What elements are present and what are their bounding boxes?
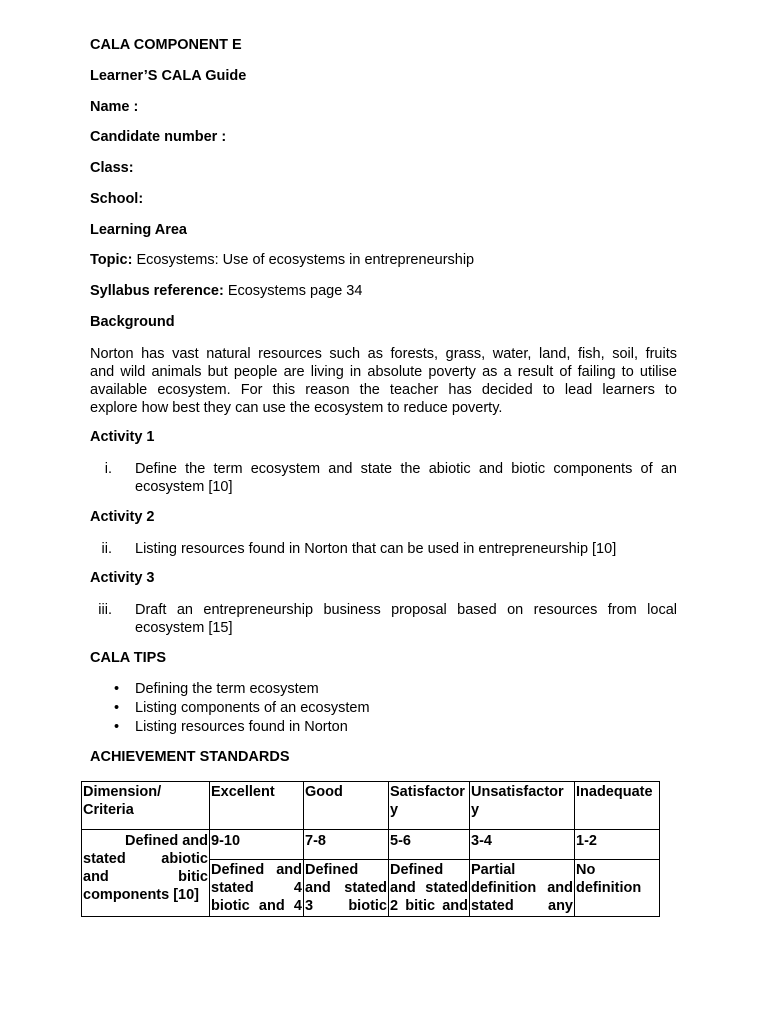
background-heading: Background [90,314,175,330]
activity-2-number: ii. [101,541,112,557]
background-paragraph [90,345,677,417]
syllabus-label: Syllabus reference: [90,283,224,299]
activity-1-heading: Activity 1 [90,429,155,445]
score-cell: 9-10 [210,830,304,860]
bullet-icon: • [114,681,120,697]
bullet-icon: • [114,719,120,735]
class-label: Class: [90,160,134,176]
description-cell: Defined and stated 4 biotic and 4 [210,860,304,917]
criteria-cell: Defined and stated abiotic and bitic components [10] [82,830,210,917]
description-cell: No definition [575,860,660,917]
activity-3-text [135,601,677,637]
achievement-standards-table [81,781,660,917]
header-satisfactory: Satisfactor y [389,782,470,830]
header-good: Good [304,782,389,830]
header-excellent: Excellent [210,782,304,830]
topic-line [90,252,474,268]
syllabus-value: Ecosystems page 34 [223,283,363,299]
description-cell: Defined and stated 3 biotic [304,860,389,917]
activity-3-line: ecosystem [15] [135,620,233,636]
score-cell: 1-2 [575,830,660,860]
activity-3-heading: Activity 3 [90,570,155,586]
bullet-icon: • [114,700,120,716]
name-label: Name : [90,99,139,115]
school-label: School: [90,191,144,207]
score-cell: 3-4 [470,830,575,860]
candidate-number-label: Candidate number : [90,129,227,145]
activity-2-text [135,540,677,558]
learning-area-label: Learning Area [90,222,187,238]
activity-1-line: Define the term ecosystem and state the abiotic and biotic components of an [135,461,677,477]
background-line: Norton has vast natural resources such as forests, grass, water, land, fish, soil, fruits [90,346,677,362]
component-title: CALA COMPONENT E [90,37,242,53]
activity-1-line: ecosystem [10] [135,479,233,495]
activity-3-number: iii. [98,602,112,618]
table-header-row [82,782,660,830]
background-line: and wild animals but people are living in absolute poverty as a result of failing to utilise [90,364,677,380]
cala-tips-heading: CALA TIPS [90,650,166,666]
header-unsatisfactory: Unsatisfactor y [470,782,575,830]
table-row [82,830,660,860]
score-cell: 7-8 [304,830,389,860]
description-cell: Partial definition and stated any [470,860,575,917]
activity-2-heading: Activity 2 [90,509,155,525]
topic-label: Topic: [90,252,133,268]
header-dimension: Dimension/ Criteria [82,782,210,830]
tip-text: Listing components of an ecosystem [135,700,370,716]
activity-3-line: Draft an entrepreneurship business proposal based on resources from local [135,602,677,618]
score-cell: 5-6 [389,830,470,860]
activity-2-line: Listing resources found in Norton that can be used in entrepreneurship [10] [135,541,617,557]
achievement-standards-heading: ACHIEVEMENT STANDARDS [90,749,290,765]
background-line: explore how best they can use the ecosystem to reduce poverty. [90,400,503,416]
background-line: available ecosystem. For this reason the teacher has decided to lead learners to [90,382,677,398]
guide-title: Learner’S CALA Guide [90,68,247,84]
tip-text: Listing resources found in Norton [135,719,348,735]
activity-1-number: i. [104,461,112,477]
activity-1-text [135,460,677,496]
description-cell: Defined and stated 2 bitic and [389,860,470,917]
tip-text: Defining the term ecosystem [135,681,319,697]
syllabus-line [90,283,362,299]
topic-value: Ecosystems: Use of ecosystems in entrepreneurship [132,252,475,268]
header-inadequate: Inadequate [575,782,660,830]
